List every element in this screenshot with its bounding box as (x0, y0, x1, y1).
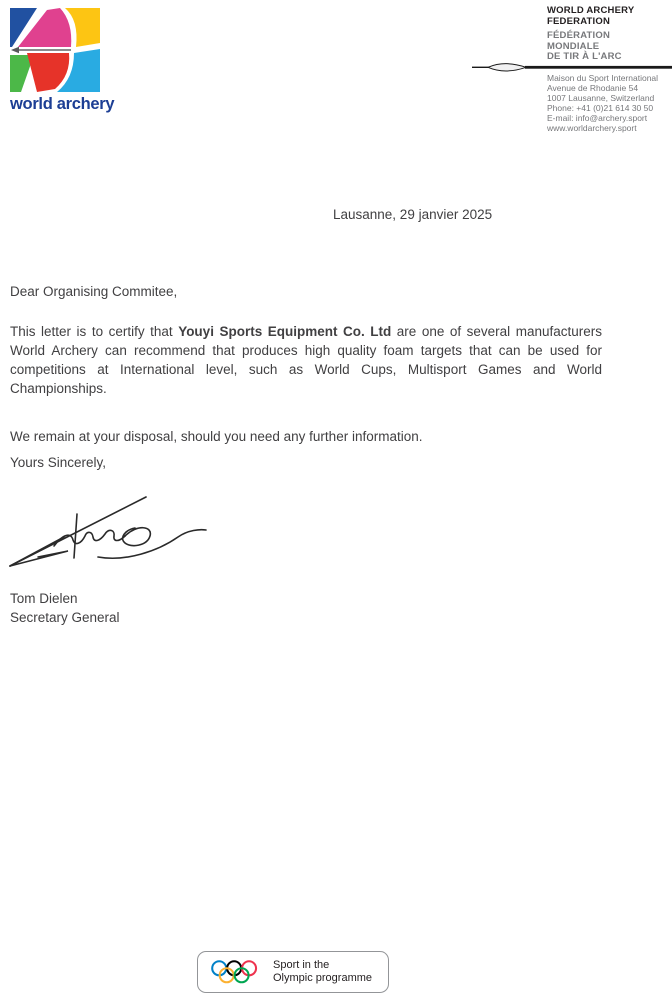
org-name-fr-line-1: FÉDÉRATION (547, 30, 611, 41)
org-names (547, 5, 634, 63)
address-line-6: www.worldarchery.sport (547, 122, 637, 133)
para1-rest: are one of several manufacturers World Archery can recommend that produces high quality foam targets that can be used for competitions at International level, such as World Cups, Multisport Games and World Championships. (10, 324, 602, 396)
world-archery-logo (10, 8, 120, 114)
closing: Yours Sincerely, (10, 455, 107, 470)
signature (8, 487, 208, 574)
olympic-programme-badge (197, 951, 389, 993)
org-name-en-line-1: WORLD ARCHERY (547, 5, 635, 16)
address-line-4: Phone: +41 (0)21 614 30 50 (547, 102, 654, 113)
address-line-2: Avenue de Rhodanie 54 (547, 82, 639, 93)
signer-block (10, 589, 120, 627)
salutation: Dear Organising Commitee, (10, 284, 178, 299)
signer-title: Secretary General (10, 610, 120, 625)
address-block (547, 74, 658, 133)
signer-name: Tom Dielen (10, 591, 78, 606)
org-name-fr-line-2: MONDIALE (547, 40, 600, 52)
address-line-1: Maison du Sport International (547, 73, 659, 83)
world-archery-logo-icon (10, 8, 100, 92)
olympic-rings-icon (208, 958, 264, 986)
badge-text-line-1: Sport in the (273, 958, 330, 971)
logo-wordmark: world archery (10, 95, 115, 113)
body-paragraph-1 (10, 322, 602, 398)
date-line: Lausanne, 29 janvier 2025 (333, 207, 493, 222)
address-line-3: 1007 Lausanne, Switzerland (547, 92, 655, 103)
company-name: Youyi Sports Equipment Co. Ltd (178, 324, 392, 339)
badge-text-line-2: Olympic programme (273, 972, 373, 984)
para1-prefix: This letter is to certify that (10, 324, 179, 339)
org-name-en-line-2: FEDERATION (547, 16, 611, 27)
body-paragraph-2: We remain at your disposal, should you need any further information. (10, 429, 423, 444)
org-name-fr-line-3: DE TIR À L'ARC (547, 51, 622, 62)
address-line-5: E-mail: info@archery.sport (547, 112, 648, 123)
